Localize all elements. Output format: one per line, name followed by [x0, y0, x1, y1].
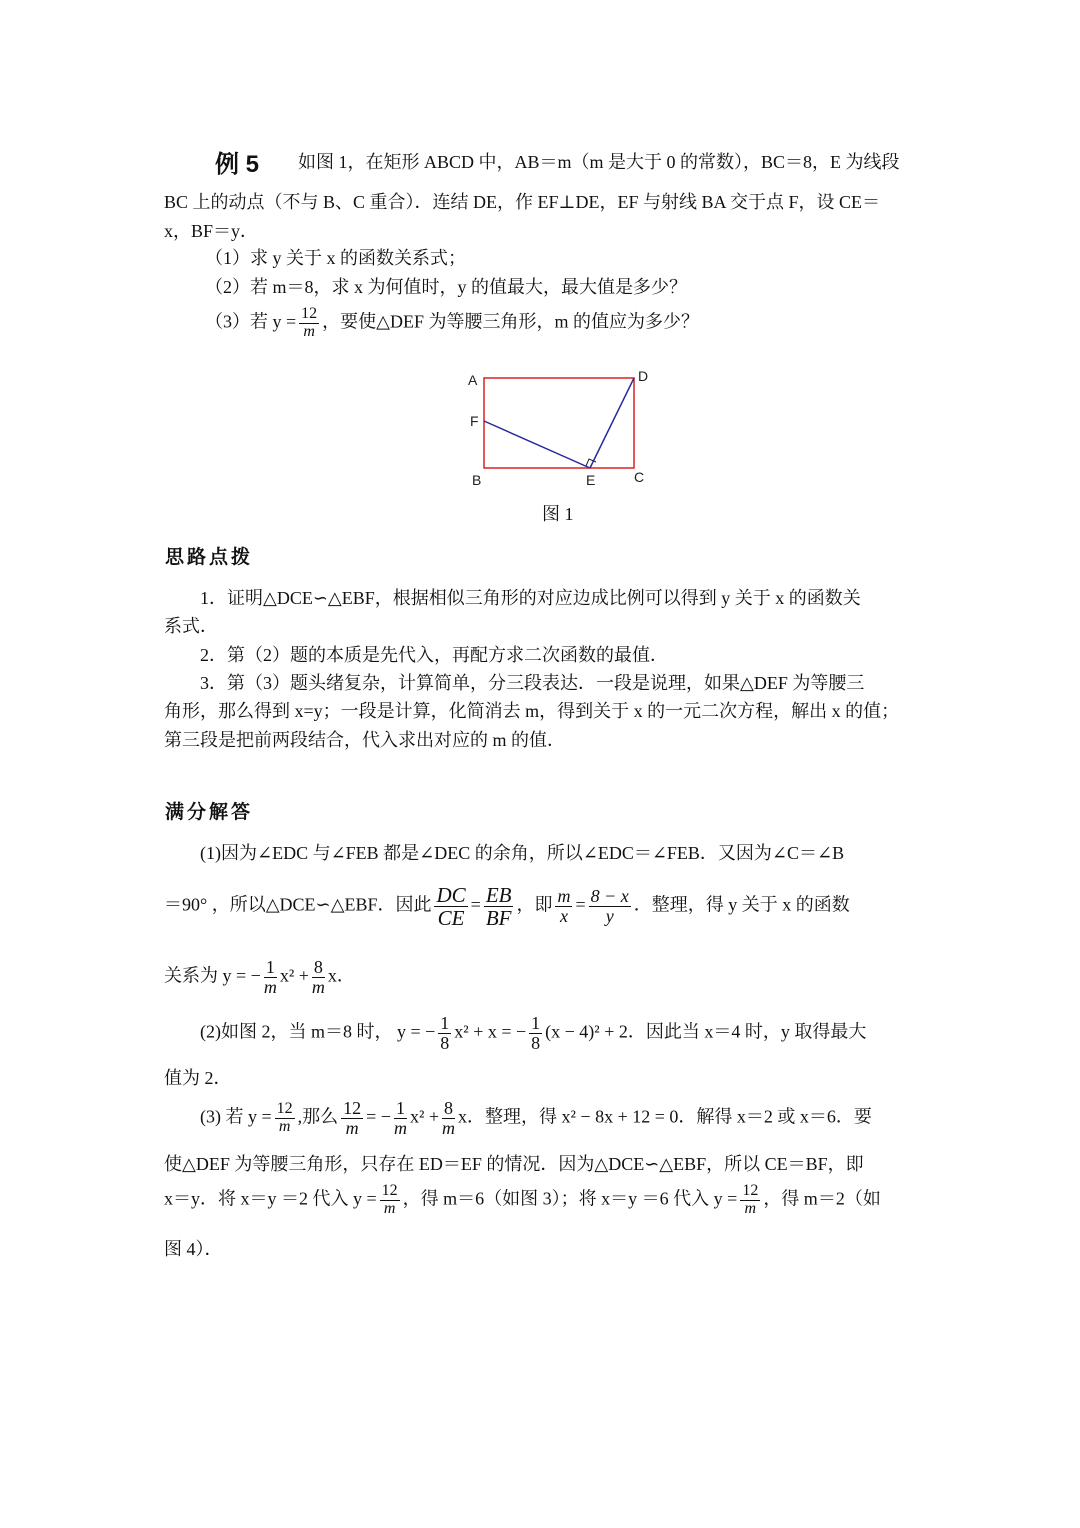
text: ＝90° ，所以△DCE∽△EBF．因此 [164, 894, 432, 915]
text: （3）若 y = [205, 311, 297, 332]
numerator: 8 [444, 1098, 454, 1118]
text: ,那么 [297, 1106, 339, 1127]
text: = − [366, 1106, 391, 1127]
text: ，即 [516, 894, 553, 915]
denominator: m [383, 1199, 396, 1217]
denominator: 8 [531, 1032, 541, 1053]
text: (2)如图 2，当 m＝8 时， y = − [200, 1021, 436, 1042]
text: (3) 若 y = [200, 1106, 272, 1127]
problem-line: BC 上的动点（不与 B、C 重合）．连结 DE，作 EF⊥DE，EF 与射线 BA 交于点 F，设 CE＝ [164, 192, 880, 212]
numerator: 1 [440, 1013, 450, 1033]
fraction [380, 1183, 400, 1218]
text: x² + x = − [454, 1021, 527, 1042]
label-b: B [472, 472, 482, 488]
numerator: 1 [531, 1013, 541, 1033]
equals: = [470, 894, 481, 915]
segment-fe [484, 421, 590, 468]
numerator: 1 [395, 1098, 405, 1118]
numerator: 12 [276, 1100, 293, 1118]
question-1: （1）求 y 关于 x 的函数关系式； [205, 248, 466, 268]
fraction [438, 1014, 451, 1053]
label-c: C [634, 469, 645, 485]
fraction [434, 884, 467, 929]
equals: = [575, 894, 586, 915]
text: (x − 4)² + 2．因此当 x＝4 时，y 取得最大 [545, 1021, 867, 1042]
text: ，要使△DEF 为等腰三角形，m 的值应为多少？ [322, 311, 700, 332]
text: x． [327, 965, 355, 986]
denominator: m [311, 976, 325, 997]
denominator: m [345, 1117, 359, 1138]
label-f: F [470, 413, 479, 429]
fraction [275, 1101, 295, 1136]
denominator: m [303, 322, 315, 340]
solution-line: 图 4）． [164, 1239, 223, 1259]
text: x² + [279, 965, 309, 986]
numerator: 1 [265, 957, 275, 977]
hint-line: 角形，那么得到 x=y；一段是计算，化简消去 m，得到关于 x 的一元二次方程，解出 x 的值； [164, 701, 900, 721]
question-3 [205, 306, 699, 341]
text: x．整理，得 x² − 8x + 12 = 0．解得 x＝2 或 x＝6．要 [458, 1106, 872, 1127]
numerator: 12 [301, 305, 318, 322]
fraction [312, 958, 325, 997]
denominator: CE [437, 906, 465, 931]
denominator: 8 [440, 1032, 450, 1053]
hint-line: 3．第（3）题头绪复杂，计算简单，分三段表达．一段是说理，如果△DEF 为等腰三 [200, 673, 865, 693]
fraction [740, 1183, 760, 1218]
problem-line: x，BF＝y． [164, 221, 259, 241]
numerator: 12 [381, 1182, 398, 1199]
hints-heading: 思路点拨 [165, 546, 254, 568]
problem-line: 如图 1，在矩形 ABCD 中，AB＝m（m 是大于 0 的常数），BC＝8，E 为线段 [298, 152, 900, 172]
solution-line [200, 1014, 866, 1053]
text: ，得 m＝2（如 [763, 1188, 881, 1209]
denominator: m [263, 976, 277, 997]
text: ，得 m＝6（如图 3）；将 x＝y ＝6 代入 y = [402, 1188, 738, 1209]
figure-1 [460, 365, 660, 495]
numerator: EB [485, 883, 512, 907]
denominator: m [744, 1199, 757, 1217]
denominator: y [605, 906, 614, 927]
numerator: DC [436, 883, 466, 907]
segment-ed [590, 378, 634, 468]
solution-heading: 满分解答 [165, 801, 254, 823]
solution-line: 使△DEF 为等腰三角形，只存在 ED＝EF 的情况．因为△DCE∽△EBF，所以 CE＝BF，即 [164, 1154, 864, 1174]
fraction [299, 306, 319, 341]
fraction [442, 1099, 455, 1138]
solution-line [164, 1183, 881, 1218]
solution-line [200, 1099, 872, 1138]
denominator: x [559, 906, 568, 927]
numerator: 12 [343, 1098, 362, 1118]
denominator: BF [485, 906, 512, 931]
fraction [589, 887, 631, 926]
fraction [341, 1099, 363, 1138]
fraction [394, 1099, 407, 1138]
fraction [264, 958, 277, 997]
fraction [484, 884, 514, 929]
denominator: m [442, 1117, 456, 1138]
label-a: A [468, 372, 478, 388]
solution-line: 值为 2． [164, 1068, 232, 1088]
numerator: 12 [742, 1182, 759, 1199]
numerator: 8 − x [590, 886, 629, 907]
solution-line [164, 884, 850, 929]
text: 关系为 y = − [164, 965, 261, 986]
hint-line: 第三段是把前两段结合，代入求出对应的 m 的值． [164, 730, 565, 750]
problem-label: 例 5 [215, 151, 260, 178]
numerator: m [557, 886, 571, 907]
denominator: m [393, 1117, 407, 1138]
text: x² + [409, 1106, 440, 1127]
hint-line: 系式． [164, 616, 218, 636]
text: x＝y．将 x＝y ＝2 代入 y = [164, 1188, 377, 1209]
text: ．整理，得 y 关于 x 的函数 [633, 894, 850, 915]
fraction [555, 887, 572, 926]
solution-line [164, 958, 355, 997]
question-2: （2）若 m＝8，求 x 为何值时，y 的值最大，最大值是多少？ [205, 277, 687, 297]
figure-caption: 图 1 [542, 504, 574, 524]
label-e: E [586, 472, 596, 488]
label-d: D [638, 368, 649, 384]
fraction [529, 1014, 542, 1053]
hint-line: 1．证明△DCE∽△EBF，根据相似三角形的对应边成比例可以得到 y 关于 x 的函数关 [200, 588, 861, 608]
solution-line: (1)因为∠EDC 与∠FEB 都是∠DEC 的余角，所以∠EDC＝∠FEB．又因为∠C＝∠B [200, 843, 845, 863]
denominator: m [278, 1117, 291, 1135]
hint-line: 2．第（2）题的本质是先代入，再配方求二次函数的最值． [200, 645, 668, 665]
numerator: 8 [313, 957, 323, 977]
